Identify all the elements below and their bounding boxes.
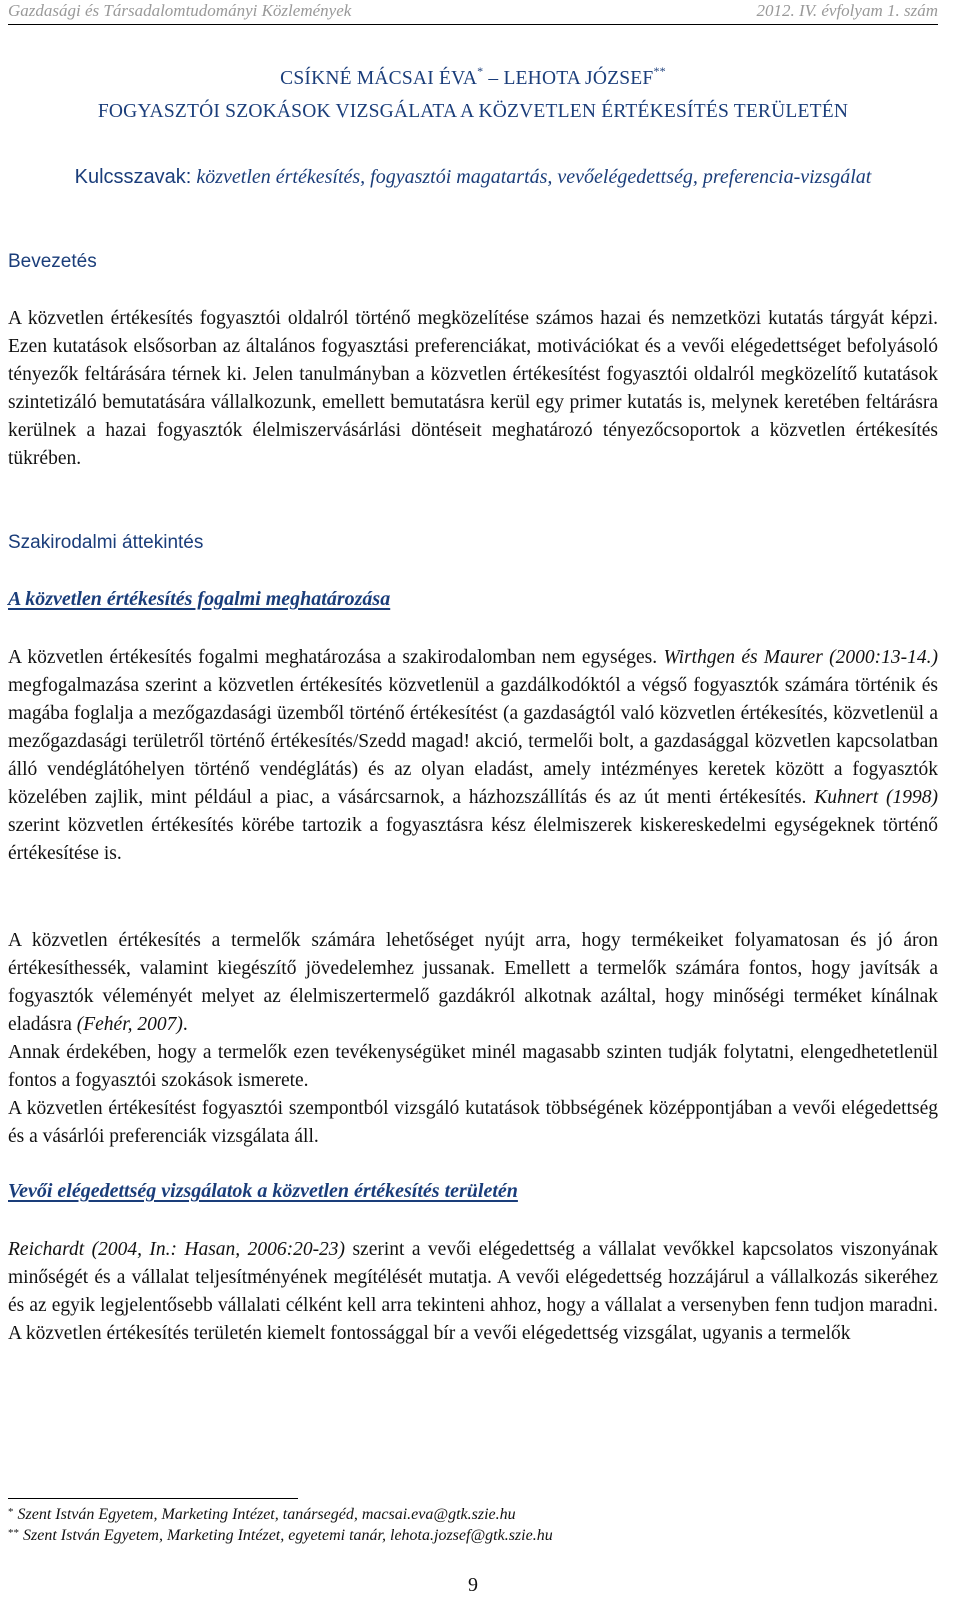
page-number: 9 xyxy=(468,1574,478,1596)
section-heading-intro: Bevezetés xyxy=(8,251,97,272)
page xyxy=(8,0,938,1607)
footnote-2: ** Szent István Egyetem, Marketing Intézet, egyetemi tanár, lehota.jozsef@gtk.szie.hu xyxy=(8,1527,553,1544)
author-1-footnote-mark[interactable]: * xyxy=(477,64,484,78)
author-1: CSÍKNÉ MÁCSAI ÉVA xyxy=(280,68,478,89)
author-2: LEHOTA JÓZSEF xyxy=(503,68,654,89)
footnote-separator xyxy=(8,1498,298,1499)
paper-title: FOGYASZTÓI SZOKÁSOK VIZSGÁLATA A KÖZVETLEN ÉRTÉKESÍTÉS TERÜLETÉN xyxy=(97,101,849,122)
journal-name: Gazdasági és Társadalomtudományi Közlemények xyxy=(8,1,352,20)
citation-reichardt: Reichardt (2004, In.: Hasan, 2006:20-23) xyxy=(8,1239,346,1260)
subsection-heading-definition: A közvetlen értékesítés fogalmi meghatározása xyxy=(8,588,391,610)
footnote-1: * Szent István Egyetem, Marketing Intézet, tanársegéd, macsai.eva@gtk.szie.hu xyxy=(8,1506,516,1523)
paragraph-definition: A közvetlen értékesítés fogalmi meghatározása a szakirodalomban nem egységes. Wirthgen és Maurer (2000:13-14.) megfogalmazása szerint a közvetlen értékesítés közvetlenül a gazdálkodóktól a végső fogyasztók számára történik és magába foglalja a mezőgazdasági üzemből történő értékesítést (a gazdaságtól való közvetlen értékesítés, közvetlenül a mezőgazdasági területről történő értékesítés/Szedd magad! akció, termelői bolt, a gazdasággal közvetlen kapcsolatban álló vendéglátóhelyen történő vendéglátás) és az olyan eladást, amely intézményes keretek között a fogyasztók közelében zajlik, mint például a piac, a vásárcsarnok, a házhozszállítás és az út menti értékesítés. Kuhnert (1998) szerint közvetlen értékesítés körébe tartozik a fogyasztásra kész élelmiszerek kiskereskedelmi egységeknek történő értékesítése is. xyxy=(8,647,938,864)
citation-wirthgen: Wirthgen és Maurer (2000:13-14.) xyxy=(663,647,938,668)
author-line xyxy=(8,64,938,90)
author-2-footnote-mark[interactable]: ** xyxy=(653,64,666,78)
keywords-text: közvetlen értékesítés, fogyasztói magatartás, vevőelégedettség, preferencia-vizsgálat xyxy=(191,166,872,188)
intro-paragraph: A közvetlen értékesítés fogyasztói oldalról történő megközelítése számos hazai és nemzetközi kutatás tárgyát képzi. Ezen kutatások elsősorban az általános fogyasztási preferenciákat, motivációkat és a vevői elégedettséget befolyásoló tényezők feltárására térnek ki. Jelen tanulmányban a közvetlen értékesítést fogyasztói oldalról megközelítő kutatások szintetizáló bemutatására vállalkozunk, emellett bemutatásra kerül egy primer kutatás is, melynek keretében feltárásra kerülnek a hazai fogyasztók élelmiszervásárlási döntéseit meghatározó tényezőcsoportok a közvetlen értékesítés tükrében. xyxy=(8,308,938,469)
paragraph-producers: A közvetlen értékesítés a termelők számára lehetőséget nyújt arra, hogy termékeiket folyamatosan és jó áron értékesíthessék, valamint kiegészítő jövedelemhez jussanak. Emellett a termelők számára fontos, hogy javítsák a fogyasztók véleményét melyet az élelmiszertermelő gazdákról alkotnak azáltal, hogy minőségi terméket kínálnak eladásra (Fehér, 2007). xyxy=(8,930,938,1035)
citation-feher: (Fehér, 2007) xyxy=(76,1014,183,1035)
running-header xyxy=(8,0,938,25)
author-separator: – xyxy=(483,68,504,89)
paragraph-satisfaction: Reichardt (2004, In.: Hasan, 2006:20-23) szerint a vevői elégedettség a vállalat vevőkkel kapcsolatos viszonyának minőségét és a vállalat teljesítményének megítélését mutatja. A vevői elégedettség hozzájárul a vállalkozás sikeréhez és az egyik legjelentősebb vállalati célként kell arra tekinteni ahhoz, hogy a vállalat a versenyben fenn tudjon maradni. A közvetlen értékesítés területén kiemelt fontossággal bír a vevői elégedettség vizsgálat, ugyanis a termelők xyxy=(8,1239,938,1344)
paragraph-research-focus: A közvetlen értékesítést fogyasztói szempontból vizsgáló kutatások többségének középpontjában a vevői elégedettség és a vásárlói preferenciák vizsgálata áll. xyxy=(8,1098,938,1147)
paragraph-habits: Annak érdekében, hogy a termelők ezen tevékenységüket minél magasabb szinten tudják folytatni, elengedhetetlenül fontos a fogyasztói szokások ismerete. xyxy=(8,1042,938,1091)
keywords xyxy=(8,163,938,191)
citation-kuhnert: Kuhnert (1998) xyxy=(814,787,938,808)
keywords-label: Kulcsszavak: xyxy=(74,166,192,188)
issue-info: 2012. IV. évfolyam 1. szám xyxy=(756,1,938,20)
subsection-heading-satisfaction: Vevői elégedettség vizsgálatok a közvetlen értékesítés területén xyxy=(8,1180,518,1202)
section-heading-literature: Szakirodalmi áttekintés xyxy=(8,532,204,553)
